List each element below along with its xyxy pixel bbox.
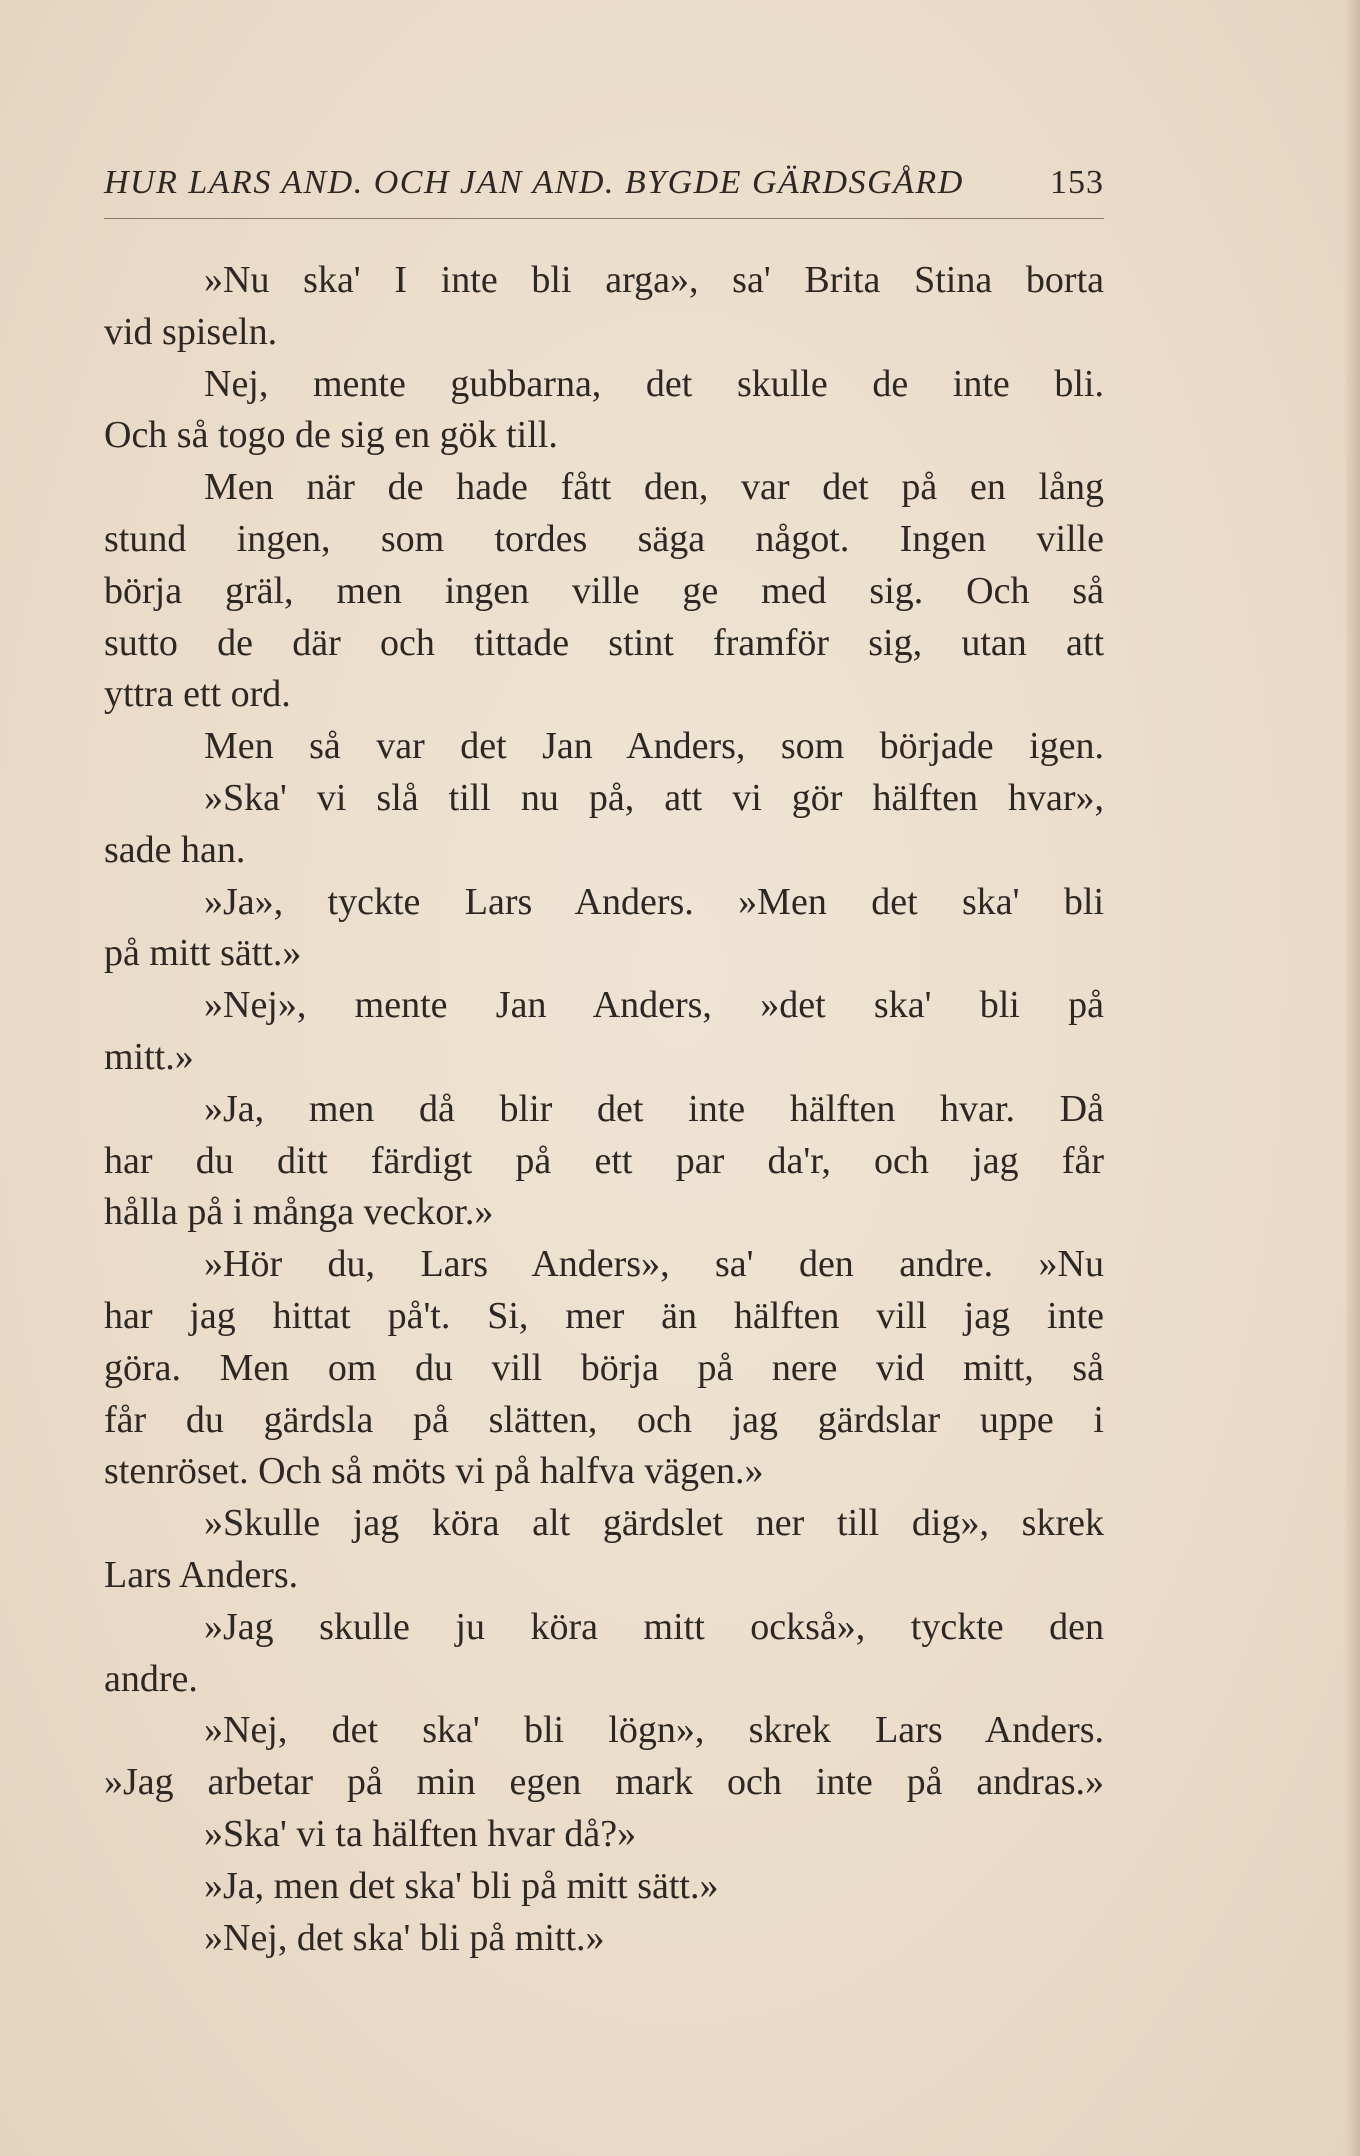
text-line: har du ditt färdigt på ett par da'r, och jag får (104, 1139, 1104, 1182)
text-line: Men när de hade fått den, var det på en lång (204, 466, 1104, 509)
text-line: börja gräl, men ingen ville ge med sig. Och så (104, 569, 1104, 612)
text-line: på mitt sätt.» (104, 932, 302, 975)
running-head: HUR LARS AND. OCH JAN AND. BYGDE GÄRDSGÅRD (104, 164, 964, 201)
text-line: hålla på i många veckor.» (104, 1191, 494, 1234)
text-line: »Nu ska' I inte bli arga», sa' Brita Stina borta (204, 259, 1104, 301)
text-line: »Hör du, Lars Anders», sa' den andre. »Nu (204, 1243, 1104, 1286)
body-text (104, 255, 1104, 1964)
page-edge-shadow (1346, 0, 1360, 2156)
text-line: stenröset. Och så möts vi på halfva vägen.» (104, 1450, 764, 1493)
text-line: »Ja, men då blir det inte hälften hvar. Då (204, 1087, 1104, 1130)
text-line: göra. Men om du vill börja på nere vid mitt, så (104, 1346, 1104, 1389)
text-line: Lars Anders. (104, 1553, 299, 1596)
text-line: sade han. (104, 828, 246, 871)
text-line: »Jag arbetar på min egen mark och inte på andras.» (104, 1761, 1104, 1804)
text-line: sutto de där och tittade stint framför sig, utan att (104, 621, 1104, 664)
text-line: »Ska' vi ta hälften hvar då?» (204, 1812, 637, 1855)
text-line: »Skulle jag köra alt gärdslet ner till dig», skrek (204, 1502, 1104, 1545)
text-line: »Ja, men det ska' bli på mitt sätt.» (204, 1864, 719, 1907)
text-line: »Nej», mente Jan Anders, »det ska' bli på (204, 984, 1104, 1027)
text-line: »Nej, det ska' bli lögn», skrek Lars Anders. (204, 1709, 1104, 1752)
text-line: »Ska' vi slå till nu på, att vi gör hälften hvar», (204, 776, 1104, 819)
text-line: yttra ett ord. (104, 673, 291, 716)
text-line: Och så togo de sig en gök till. (104, 414, 558, 457)
header-rule (104, 218, 1104, 219)
text-line: stund ingen, som tordes säga något. Ingen ville (104, 517, 1104, 560)
text-line: får du gärdsla på slätten, och jag gärdslar uppe i (104, 1398, 1104, 1441)
text-line: »Jag skulle ju köra mitt också», tyckte den (204, 1605, 1104, 1648)
text-line: andre. (104, 1657, 198, 1700)
page-header (104, 160, 1104, 216)
text-line: Men så var det Jan Anders, som började igen. (204, 725, 1104, 768)
text-line: mitt.» (104, 1035, 194, 1078)
text-line: Nej, mente gubbarna, det skulle de inte bli. (204, 362, 1104, 405)
page-number: 153 (1050, 164, 1104, 201)
text-line: har jag hittat på't. Si, mer än hälften vill jag inte (104, 1294, 1104, 1337)
text-line: »Nej, det ska' bli på mitt.» (204, 1916, 605, 1959)
text-line: »Ja», tyckte Lars Anders. »Men det ska' bli (204, 880, 1104, 923)
text-line: vid spiseln. (104, 310, 278, 353)
